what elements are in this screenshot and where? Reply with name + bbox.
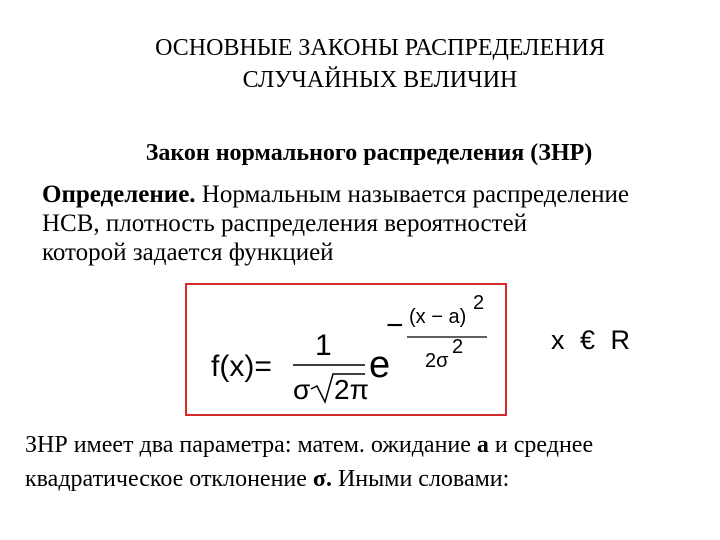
params-line-1 [25, 428, 715, 462]
exp-denominator: 2σ [425, 350, 449, 372]
formula-box [185, 283, 507, 416]
definition-term: Определение. [42, 181, 196, 208]
param-a: а [476, 432, 489, 458]
param-sigma: σ. [312, 466, 332, 492]
exp-denominator-power: 2 [452, 336, 464, 358]
params-line-2 [25, 462, 715, 496]
params-line-2-start: квадратическое отклонение [25, 466, 313, 492]
section-subtitle: Закон нормального распределения (ЗНР) [145, 140, 593, 166]
domain-note: x € R [551, 325, 635, 355]
formula-lhs: f(x)= [211, 350, 272, 383]
params-line-1-start: ЗНР имеет два параметра: матем. ожидание [25, 432, 477, 458]
definition-line-3: которой задается функцией [42, 239, 334, 266]
normal-density-formula [187, 285, 505, 414]
definition-paragraph [42, 180, 712, 267]
params-line-1-end: и среднее [488, 432, 594, 458]
exp-numerator-power: 2 [473, 292, 485, 314]
slide-title [0, 32, 720, 96]
formula-minus: − [386, 309, 404, 342]
formula-exp-base: e [369, 344, 391, 386]
formula-numerator: 1 [315, 329, 332, 362]
params-line-2-end: Иными словами: [331, 466, 510, 492]
definition-line-1 [42, 180, 712, 209]
definition-line-1-text: Нормальным называется распределение [195, 181, 630, 208]
parameters-paragraph [25, 428, 715, 496]
title-line-1: ОСНОВНЫЕ ЗАКОНЫ РАСПРЕДЕЛЕНИЯ [155, 35, 605, 61]
formula-sigma: σ [293, 374, 311, 405]
formula-two-pi: 2π [334, 374, 369, 405]
definition-line-2: НСВ, плотность распределения вероятностей [42, 210, 527, 237]
exp-numerator: (x − a) [409, 306, 467, 328]
title-line-2: СЛУЧАЙНЫХ ВЕЛИЧИН [242, 67, 518, 93]
